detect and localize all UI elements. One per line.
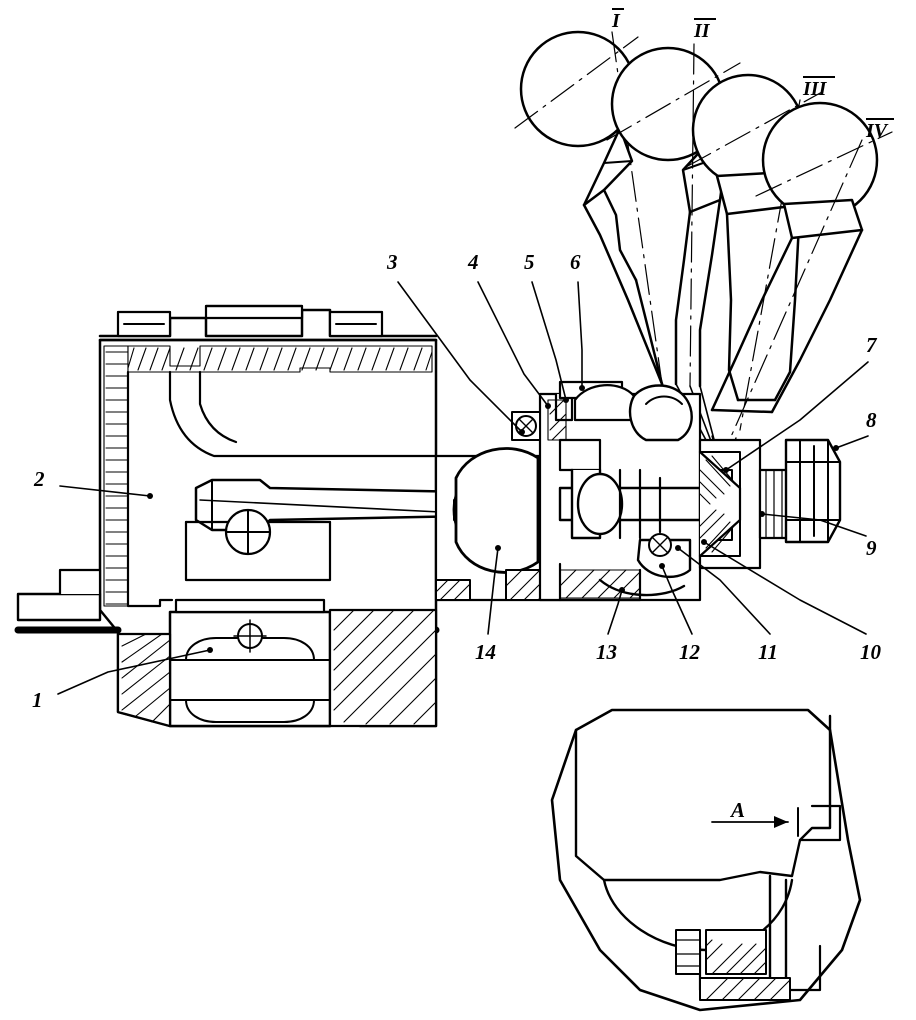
housing-top-bolts	[118, 306, 382, 336]
callout-4: 4	[468, 250, 479, 274]
callout-1: 1	[32, 688, 43, 712]
detail-view-section	[552, 710, 860, 1010]
lever-position-III: III	[803, 76, 835, 99]
lever-position-II: II	[694, 18, 716, 41]
callout-13: 13	[596, 640, 617, 664]
callout-3: 3	[387, 250, 398, 274]
callout-9: 9	[866, 536, 877, 560]
section-mark-A: A	[731, 798, 746, 822]
selector-housing	[540, 382, 700, 600]
callout-12: 12	[679, 640, 700, 664]
callout-6: 6	[570, 250, 581, 274]
lower-bearing-block	[170, 600, 330, 726]
callout-5: 5	[524, 250, 535, 274]
callout-10: 10	[860, 640, 881, 664]
callout-11: 11	[758, 640, 778, 664]
callout-7: 7	[866, 333, 877, 357]
lever-position-IV: IV	[866, 118, 894, 141]
callout-8: 8	[866, 408, 877, 432]
lever-position-I: I	[612, 8, 624, 31]
callout-14: 14	[475, 640, 496, 664]
pivot-and-end-cap	[700, 440, 840, 568]
callout-2: 2	[34, 467, 45, 491]
